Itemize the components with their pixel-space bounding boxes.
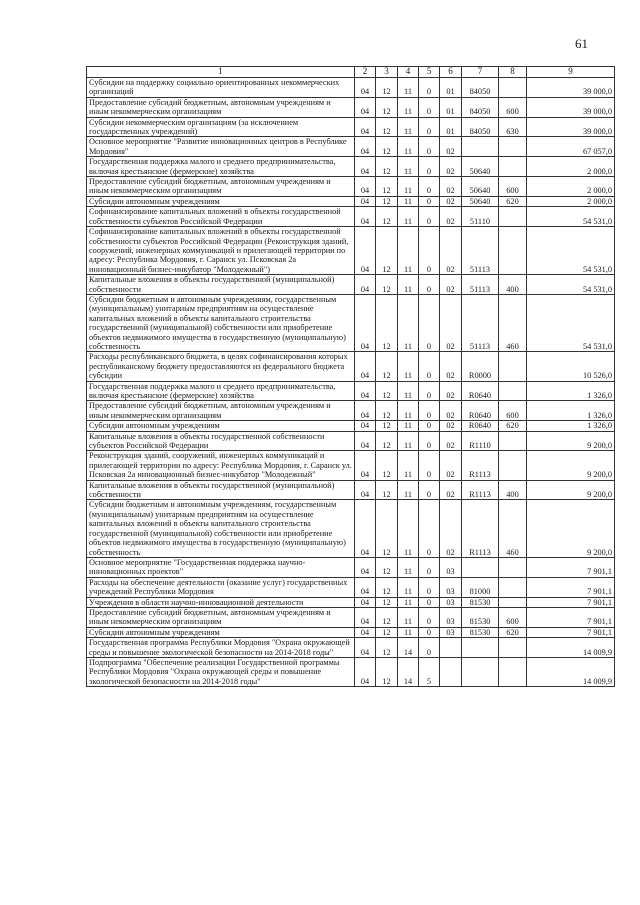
code-subprogram: 0 bbox=[419, 177, 440, 197]
code-program: 11 bbox=[398, 294, 419, 351]
code-section: 04 bbox=[355, 177, 376, 197]
code-subprogram: 0 bbox=[419, 627, 440, 637]
column-header: 9 bbox=[527, 67, 615, 78]
table-row bbox=[87, 157, 615, 177]
code-section: 04 bbox=[355, 207, 376, 227]
row-label: Субсидии на поддержку социально ориентированных некоммерческих организаций bbox=[87, 78, 355, 98]
code-program: 11 bbox=[398, 177, 419, 197]
code-program: 11 bbox=[398, 607, 419, 627]
code-direction: R1113 bbox=[462, 500, 499, 557]
code-subprogram: 0 bbox=[419, 638, 440, 658]
code-expense-type: 600 bbox=[499, 401, 527, 421]
table-row bbox=[87, 227, 615, 275]
code-direction bbox=[462, 137, 499, 157]
code-activity: 03 bbox=[440, 607, 462, 627]
table-row bbox=[87, 401, 615, 421]
code-subsection: 12 bbox=[376, 401, 398, 421]
code-subsection: 12 bbox=[376, 137, 398, 157]
code-subprogram: 0 bbox=[419, 275, 440, 295]
code-program: 11 bbox=[398, 381, 419, 401]
code-expense-type: 600 bbox=[499, 177, 527, 197]
code-section: 04 bbox=[355, 78, 376, 98]
amount: 67 057,0 bbox=[527, 137, 615, 157]
column-header: 5 bbox=[419, 67, 440, 78]
code-subprogram: 0 bbox=[419, 137, 440, 157]
table-row bbox=[87, 275, 615, 295]
table-row bbox=[87, 97, 615, 117]
code-program: 11 bbox=[398, 78, 419, 98]
code-expense-type: 400 bbox=[499, 480, 527, 500]
code-subprogram: 0 bbox=[419, 401, 440, 421]
code-section: 04 bbox=[355, 607, 376, 627]
row-label: Субсидии автономным учреждениям bbox=[87, 627, 355, 637]
code-section: 04 bbox=[355, 451, 376, 480]
code-subprogram: 0 bbox=[419, 78, 440, 98]
code-subprogram: 0 bbox=[419, 500, 440, 557]
code-section: 04 bbox=[355, 431, 376, 451]
code-activity: 03 bbox=[440, 577, 462, 597]
code-program: 14 bbox=[398, 657, 419, 686]
code-expense-type: 630 bbox=[499, 117, 527, 137]
code-expense-type: 620 bbox=[499, 627, 527, 637]
code-subsection: 12 bbox=[376, 597, 398, 607]
row-label: Основное мероприятие "Государственная поддержка научно-инновационных проектов" bbox=[87, 557, 355, 577]
code-subsection: 12 bbox=[376, 607, 398, 627]
code-subsection: 12 bbox=[376, 177, 398, 197]
code-activity: 02 bbox=[440, 196, 462, 206]
row-label: Капитальные вложения в объекты государственной (муниципальной) собственности bbox=[87, 275, 355, 295]
row-label: Субсидии некоммерческим организациям (за исключением государственных учреждений) bbox=[87, 117, 355, 137]
code-direction: 50640 bbox=[462, 157, 499, 177]
code-expense-type bbox=[499, 577, 527, 597]
code-expense-type: 460 bbox=[499, 294, 527, 351]
table-row bbox=[87, 78, 615, 98]
code-subprogram: 0 bbox=[419, 431, 440, 451]
code-program: 11 bbox=[398, 597, 419, 607]
code-expense-type bbox=[499, 597, 527, 607]
amount: 54 531,0 bbox=[527, 294, 615, 351]
code-expense-type bbox=[499, 638, 527, 658]
code-direction: 81530 bbox=[462, 607, 499, 627]
amount: 39 000,0 bbox=[527, 97, 615, 117]
amount: 14 009,9 bbox=[527, 657, 615, 686]
code-subsection: 12 bbox=[376, 381, 398, 401]
table-row bbox=[87, 627, 615, 637]
amount: 14 009,9 bbox=[527, 638, 615, 658]
row-label: Государственная программа Республики Мордовия "Охрана окружающей среды и повышение экологической безопасности на 2014-2018 годы" bbox=[87, 638, 355, 658]
code-subprogram: 0 bbox=[419, 157, 440, 177]
code-section: 04 bbox=[355, 227, 376, 275]
code-program: 11 bbox=[398, 196, 419, 206]
code-section: 04 bbox=[355, 557, 376, 577]
amount: 1 326,0 bbox=[527, 421, 615, 431]
code-direction: 50640 bbox=[462, 196, 499, 206]
code-section: 04 bbox=[355, 401, 376, 421]
row-label: Капитальные вложения в объекты государственной собственности субъектов Российской Федерации bbox=[87, 431, 355, 451]
row-label: Субсидии бюджетным и автономным учреждениям, государственным (муниципальным) унитарным предприятиям на осуществление капитальных вложений в объекты капитального строительства государственной (муниципальной) собственности или приобретение объектов недвижимого имущества в государственную (муниципальную) собственность bbox=[87, 500, 355, 557]
amount: 7 901,1 bbox=[527, 557, 615, 577]
code-subprogram: 0 bbox=[419, 597, 440, 607]
code-program: 11 bbox=[398, 227, 419, 275]
table-row bbox=[87, 352, 615, 381]
table-row bbox=[87, 577, 615, 597]
code-section: 04 bbox=[355, 657, 376, 686]
code-program: 11 bbox=[398, 431, 419, 451]
row-label: Софинансирование капитальных вложений в объекты государственной собственности субъектов Российской Федерации (Реконструкция зданий, сооружений, инженерных коммуникаций и прилегающей территории по адресу: Республика Мордовия, г. Саранск ул. Псковская 2а инновационный бизнес-инкубатор "Молодежный") bbox=[87, 227, 355, 275]
code-expense-type: 460 bbox=[499, 500, 527, 557]
row-label: Капитальные вложения в объекты государственной (муниципальной) собственности bbox=[87, 480, 355, 500]
code-expense-type bbox=[499, 207, 527, 227]
code-direction: 51113 bbox=[462, 227, 499, 275]
code-section: 04 bbox=[355, 294, 376, 351]
code-section: 04 bbox=[355, 638, 376, 658]
code-program: 11 bbox=[398, 480, 419, 500]
code-direction: 81530 bbox=[462, 627, 499, 637]
table-row bbox=[87, 196, 615, 206]
code-section: 04 bbox=[355, 196, 376, 206]
table-row bbox=[87, 117, 615, 137]
code-subsection: 12 bbox=[376, 451, 398, 480]
code-expense-type bbox=[499, 352, 527, 381]
table-body bbox=[87, 78, 615, 687]
code-expense-type: 620 bbox=[499, 196, 527, 206]
code-subsection: 12 bbox=[376, 196, 398, 206]
code-direction: 50640 bbox=[462, 177, 499, 197]
budget-table bbox=[86, 66, 615, 687]
column-header: 3 bbox=[376, 67, 398, 78]
code-activity: 02 bbox=[440, 480, 462, 500]
amount: 7 901,1 bbox=[527, 607, 615, 627]
code-direction: R0640 bbox=[462, 421, 499, 431]
code-direction: 51113 bbox=[462, 294, 499, 351]
code-program: 11 bbox=[398, 451, 419, 480]
amount: 9 200,0 bbox=[527, 500, 615, 557]
code-expense-type bbox=[499, 381, 527, 401]
row-label: Субсидии бюджетным и автономным учреждениям, государственным (муниципальным) унитарным предприятиям на осуществление капитальных вложений в объекты капитального строительства государственной (муниципальной) собственности или приобретение объектов недвижимого имущества в государственную (муниципальную) собственность bbox=[87, 294, 355, 351]
code-subprogram: 0 bbox=[419, 294, 440, 351]
row-label: Реконструкция зданий, сооружений, инженерных коммуникаций и прилегающей территории по адресу: Республика Мордовия, г. Саранск ул. Псковская 2а инновационный бизнес-инкубатор "Молодежный" bbox=[87, 451, 355, 480]
code-activity: 02 bbox=[440, 177, 462, 197]
amount: 54 531,0 bbox=[527, 227, 615, 275]
code-activity: 02 bbox=[440, 401, 462, 421]
code-direction bbox=[462, 638, 499, 658]
code-subsection: 12 bbox=[376, 500, 398, 557]
code-expense-type: 400 bbox=[499, 275, 527, 295]
code-section: 04 bbox=[355, 352, 376, 381]
code-expense-type bbox=[499, 137, 527, 157]
code-activity: 03 bbox=[440, 627, 462, 637]
amount: 54 531,0 bbox=[527, 275, 615, 295]
code-section: 04 bbox=[355, 275, 376, 295]
amount: 7 901,1 bbox=[527, 627, 615, 637]
code-direction: R0640 bbox=[462, 401, 499, 421]
row-label: Расходы республиканского бюджета, в целях софинансирования которых республиканскому бюджету предоставляются из федерального бюджета субсидии bbox=[87, 352, 355, 381]
code-activity: 02 bbox=[440, 500, 462, 557]
code-subprogram: 0 bbox=[419, 421, 440, 431]
code-activity: 02 bbox=[440, 431, 462, 451]
code-subprogram: 5 bbox=[419, 657, 440, 686]
code-expense-type: 600 bbox=[499, 97, 527, 117]
table-row bbox=[87, 421, 615, 431]
code-program: 11 bbox=[398, 275, 419, 295]
code-subprogram: 0 bbox=[419, 451, 440, 480]
code-subprogram: 0 bbox=[419, 207, 440, 227]
code-program: 11 bbox=[398, 352, 419, 381]
code-program: 11 bbox=[398, 157, 419, 177]
code-subsection: 12 bbox=[376, 557, 398, 577]
code-subsection: 12 bbox=[376, 97, 398, 117]
amount: 1 326,0 bbox=[527, 381, 615, 401]
code-direction: R1113 bbox=[462, 451, 499, 480]
code-section: 04 bbox=[355, 597, 376, 607]
code-activity: 03 bbox=[440, 597, 462, 607]
code-direction: 51110 bbox=[462, 207, 499, 227]
code-program: 14 bbox=[398, 638, 419, 658]
amount: 7 901,1 bbox=[527, 597, 615, 607]
code-activity: 02 bbox=[440, 207, 462, 227]
code-program: 11 bbox=[398, 401, 419, 421]
code-program: 11 bbox=[398, 207, 419, 227]
code-section: 04 bbox=[355, 381, 376, 401]
code-direction bbox=[462, 657, 499, 686]
code-subsection: 12 bbox=[376, 117, 398, 137]
amount: 39 000,0 bbox=[527, 117, 615, 137]
code-activity: 02 bbox=[440, 227, 462, 275]
row-label: Субсидии автономным учреждениям bbox=[87, 421, 355, 431]
code-subprogram: 0 bbox=[419, 227, 440, 275]
row-label: Предоставление субсидий бюджетным, автономным учреждениям и иным некоммерческим организациям bbox=[87, 401, 355, 421]
amount: 10 526,0 bbox=[527, 352, 615, 381]
table-row bbox=[87, 137, 615, 157]
row-label: Расходы на обеспечение деятельности (оказание услуг) государственных учреждений Республики Мордовия bbox=[87, 577, 355, 597]
code-section: 04 bbox=[355, 117, 376, 137]
row-label: Софинансирование капитальных вложений в объекты государственной собственности субъектов Российской Федерации bbox=[87, 207, 355, 227]
code-subsection: 12 bbox=[376, 352, 398, 381]
column-header: 6 bbox=[440, 67, 462, 78]
code-direction: 84050 bbox=[462, 117, 499, 137]
table-row bbox=[87, 177, 615, 197]
code-subsection: 12 bbox=[376, 657, 398, 686]
row-label: Субсидии автономным учреждениям bbox=[87, 196, 355, 206]
code-activity: 02 bbox=[440, 275, 462, 295]
code-expense-type bbox=[499, 431, 527, 451]
code-section: 04 bbox=[355, 137, 376, 157]
code-subprogram: 0 bbox=[419, 352, 440, 381]
code-subsection: 12 bbox=[376, 78, 398, 98]
code-program: 11 bbox=[398, 97, 419, 117]
code-program: 11 bbox=[398, 421, 419, 431]
row-label: Предоставление субсидий бюджетным, автономным учреждениям и иным некоммерческим организациям bbox=[87, 607, 355, 627]
code-subprogram: 0 bbox=[419, 97, 440, 117]
code-activity: 02 bbox=[440, 451, 462, 480]
code-direction: R1113 bbox=[462, 480, 499, 500]
code-subprogram: 0 bbox=[419, 196, 440, 206]
table-row bbox=[87, 207, 615, 227]
code-section: 04 bbox=[355, 577, 376, 597]
code-subprogram: 0 bbox=[419, 577, 440, 597]
code-activity: 02 bbox=[440, 421, 462, 431]
code-expense-type bbox=[499, 78, 527, 98]
code-activity: 01 bbox=[440, 97, 462, 117]
amount: 2 000,0 bbox=[527, 157, 615, 177]
row-label: Основное мероприятие "Развитие инновационных центров в Республике Мордовия" bbox=[87, 137, 355, 157]
table-row bbox=[87, 451, 615, 480]
table-row bbox=[87, 500, 615, 557]
code-activity bbox=[440, 638, 462, 658]
amount: 7 901,1 bbox=[527, 577, 615, 597]
code-activity: 02 bbox=[440, 137, 462, 157]
code-subsection: 12 bbox=[376, 638, 398, 658]
column-header: 1 bbox=[87, 67, 355, 78]
code-subsection: 12 bbox=[376, 421, 398, 431]
amount: 1 326,0 bbox=[527, 401, 615, 421]
code-section: 04 bbox=[355, 500, 376, 557]
row-label: Государственная поддержка малого и среднего предпринимательства, включая крестьянские (фермерские) хозяйства bbox=[87, 381, 355, 401]
code-program: 11 bbox=[398, 627, 419, 637]
code-program: 11 bbox=[398, 577, 419, 597]
column-header: 2 bbox=[355, 67, 376, 78]
code-activity: 03 bbox=[440, 557, 462, 577]
code-subsection: 12 bbox=[376, 627, 398, 637]
code-direction: R0000 bbox=[462, 352, 499, 381]
table-header-row bbox=[87, 67, 615, 78]
code-subprogram: 0 bbox=[419, 381, 440, 401]
code-activity: 01 bbox=[440, 117, 462, 137]
amount: 9 200,0 bbox=[527, 451, 615, 480]
code-direction bbox=[462, 557, 499, 577]
code-expense-type bbox=[499, 451, 527, 480]
row-label: Подпрограмма "Обеспечение реализации Государственной программы Республики Мордовия "Охрана окружающей среды и повышение экологической безопасности на 2014-2018 годы" bbox=[87, 657, 355, 686]
code-section: 04 bbox=[355, 421, 376, 431]
amount: 2 000,0 bbox=[527, 196, 615, 206]
table-row bbox=[87, 607, 615, 627]
code-subsection: 12 bbox=[376, 480, 398, 500]
code-subprogram: 0 bbox=[419, 480, 440, 500]
code-subprogram: 0 bbox=[419, 117, 440, 137]
table-row bbox=[87, 557, 615, 577]
code-program: 11 bbox=[398, 557, 419, 577]
code-direction: 81530 bbox=[462, 597, 499, 607]
table-row bbox=[87, 638, 615, 658]
code-activity: 01 bbox=[440, 78, 462, 98]
code-section: 04 bbox=[355, 627, 376, 637]
code-activity: 02 bbox=[440, 294, 462, 351]
code-expense-type: 600 bbox=[499, 607, 527, 627]
code-direction: 84050 bbox=[462, 78, 499, 98]
code-activity bbox=[440, 657, 462, 686]
code-section: 04 bbox=[355, 157, 376, 177]
code-subprogram: 0 bbox=[419, 557, 440, 577]
code-activity: 02 bbox=[440, 381, 462, 401]
amount: 54 531,0 bbox=[527, 207, 615, 227]
code-subsection: 12 bbox=[376, 275, 398, 295]
table-row bbox=[87, 657, 615, 686]
code-subsection: 12 bbox=[376, 431, 398, 451]
table-row bbox=[87, 597, 615, 607]
amount: 2 000,0 bbox=[527, 177, 615, 197]
code-expense-type bbox=[499, 657, 527, 686]
amount: 9 200,0 bbox=[527, 480, 615, 500]
row-label: Предоставление субсидий бюджетным, автономным учреждениям и иным некоммерческим организациям bbox=[87, 97, 355, 117]
column-header: 4 bbox=[398, 67, 419, 78]
code-subprogram: 0 bbox=[419, 607, 440, 627]
table-row bbox=[87, 431, 615, 451]
code-direction: 81000 bbox=[462, 577, 499, 597]
code-expense-type: 620 bbox=[499, 421, 527, 431]
table-row bbox=[87, 381, 615, 401]
code-direction: 51113 bbox=[462, 275, 499, 295]
page-number: 61 bbox=[575, 36, 588, 51]
table-row bbox=[87, 294, 615, 351]
code-expense-type bbox=[499, 227, 527, 275]
column-header: 8 bbox=[499, 67, 527, 78]
row-label: Предоставление субсидий бюджетным, автономным учреждениям и иным некоммерческим организациям bbox=[87, 177, 355, 197]
amount: 9 200,0 bbox=[527, 431, 615, 451]
row-label: Государственная поддержка малого и среднего предпринимательства, включая крестьянские (фермерские) хозяйства bbox=[87, 157, 355, 177]
code-activity: 02 bbox=[440, 157, 462, 177]
code-direction: R0640 bbox=[462, 381, 499, 401]
code-subsection: 12 bbox=[376, 577, 398, 597]
code-subsection: 12 bbox=[376, 227, 398, 275]
code-program: 11 bbox=[398, 137, 419, 157]
amount: 39 000,0 bbox=[527, 78, 615, 98]
code-section: 04 bbox=[355, 480, 376, 500]
code-expense-type bbox=[499, 157, 527, 177]
code-direction: R1110 bbox=[462, 431, 499, 451]
code-direction: 84050 bbox=[462, 97, 499, 117]
code-subsection: 12 bbox=[376, 294, 398, 351]
code-program: 11 bbox=[398, 117, 419, 137]
code-expense-type bbox=[499, 557, 527, 577]
code-activity: 02 bbox=[440, 352, 462, 381]
row-label: Учреждения в области научно-инновационной деятельности bbox=[87, 597, 355, 607]
code-section: 04 bbox=[355, 97, 376, 117]
column-header: 7 bbox=[462, 67, 499, 78]
code-subsection: 12 bbox=[376, 157, 398, 177]
code-program: 11 bbox=[398, 500, 419, 557]
code-subsection: 12 bbox=[376, 207, 398, 227]
table-row bbox=[87, 480, 615, 500]
